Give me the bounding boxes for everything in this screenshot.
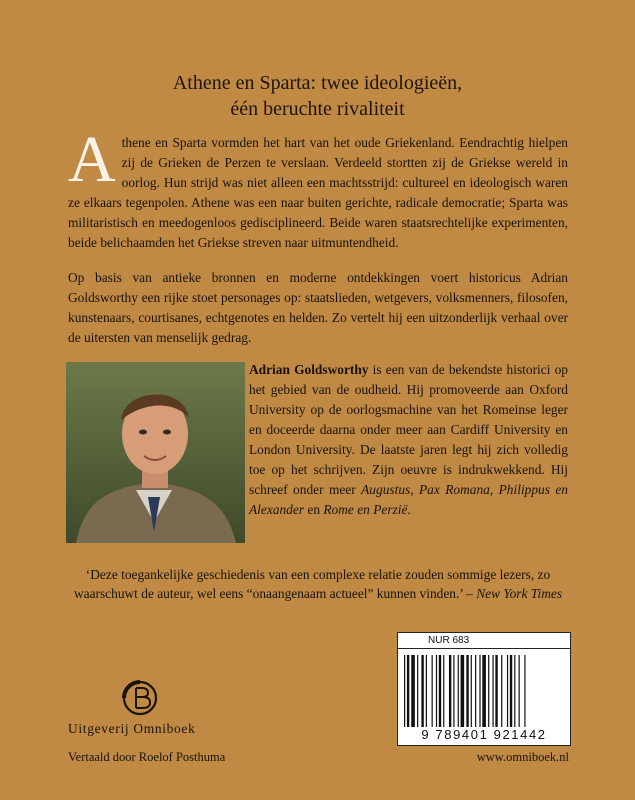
bio-separator: , bbox=[489, 482, 499, 497]
book-title-philippus: Philippus en Alexander bbox=[249, 482, 569, 517]
press-quote bbox=[70, 565, 566, 603]
bio-separator: , bbox=[410, 482, 419, 497]
publisher-website: www.omniboek.nl bbox=[476, 750, 569, 764]
author-name: Adrian Goldsworthy bbox=[249, 362, 369, 377]
quote-text: ‘Deze toegankelijke geschiedenis van een complexe relatie zouden sommige lezers, zo waarschuwt de auteur, wel eens “onaangenaam actueel” kunnen vinden.’ – bbox=[73, 567, 551, 601]
quote-source: New York Times bbox=[476, 586, 563, 601]
intro-paragraph bbox=[68, 123, 568, 253]
intro-text: thene en Sparta vormden het hart van het oude Griekenland. Eendrachtig hielpen zij de Grieken de Perzen te verslaan. Verdeeld stortten zij de Griekse wereld in oorlog. Hun strijd was niet alleen een machtsstrijd: cultureel en ideologisch waren ze elkaars tegenpolen. Athene was een naar buiten gerichte, radicale democratie; Sparta was militaristisch en meedogenloos gedisciplineerd. Beide waren staatsrechtelijke experimenten, beide belichaamden het Griekse streven naar uitmuntendheid. bbox=[68, 135, 568, 250]
author-photo bbox=[66, 362, 245, 543]
title-line-2: één beruchte rivaliteit bbox=[230, 98, 405, 120]
author-portrait-image bbox=[66, 362, 245, 543]
publisher-name: Uitgeverij Omniboek bbox=[68, 721, 196, 736]
bio-end: . bbox=[407, 502, 411, 517]
barcode bbox=[397, 632, 571, 746]
book-title bbox=[0, 70, 635, 122]
translator-credit: Vertaald door Roelof Posthuma bbox=[68, 750, 226, 764]
nur-code: NUR 683 bbox=[398, 633, 570, 649]
omniboek-logo-icon bbox=[110, 674, 170, 722]
drop-cap: A bbox=[68, 123, 116, 196]
book-title-augustus: Augustus bbox=[361, 482, 411, 497]
bio-text: is een van de bekendste historici op het gebied van de oudheid. Hij promoveerde aan Oxford University op de oorlogsmachine van het Romeinse leger en doceerde daarna onder meer aan Cardiff University en London University. De laatste jaren legt hij zich volledig toe op het schrijven. Zijn oeuvre is indrukwekkend. Hij schreef onder meer bbox=[249, 362, 568, 497]
isbn-number: 9 789401 921442 bbox=[421, 727, 547, 742]
second-paragraph: Op basis van antieke bronnen en moderne ontdekkingen voert historicus Adrian Goldsworthy een rijke stoet personages op: staatslieden, wetgevers, volksmenners, filosofen, kunstenaars, courtisanes, echtgenotes en helden. Zo vertelt hij een uitzonderlijk verhaal over de uitersten van menselijk gedrag. bbox=[68, 270, 568, 345]
author-bio bbox=[249, 360, 568, 520]
title-line-1: Athene en Sparta: twee ideologieën, bbox=[172, 72, 463, 94]
publisher-logo bbox=[110, 674, 170, 722]
bio-separator: en bbox=[304, 502, 324, 517]
book-title-rome-perzie: Rome en Perzië bbox=[323, 502, 408, 517]
book-title-pax-romana: Pax Romana bbox=[419, 482, 490, 497]
barcode-bars bbox=[402, 655, 566, 727]
